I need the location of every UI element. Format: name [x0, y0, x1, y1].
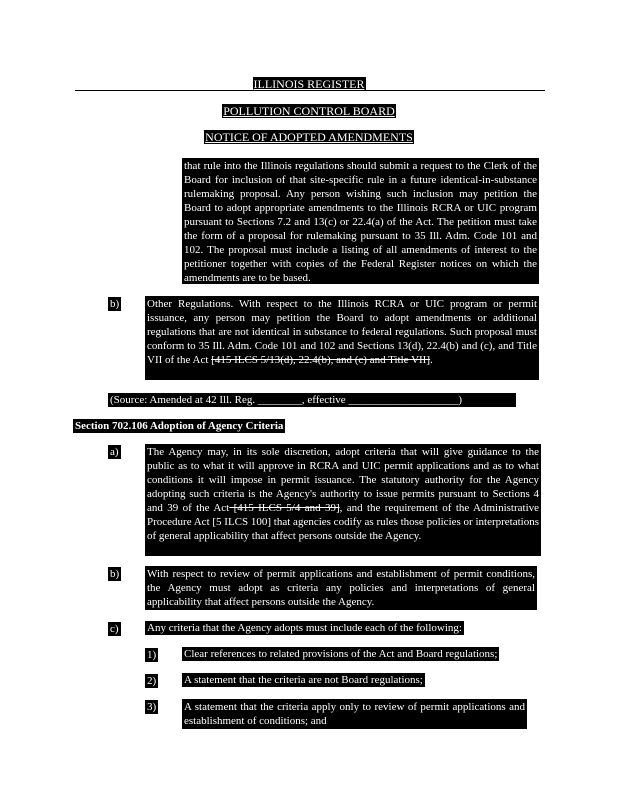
subitem-2: A statement that the criteria are not Board regulations;: [184, 674, 423, 686]
header-board: POLLUTION CONTROL BOARD: [223, 104, 395, 118]
item-c-criteria: Any criteria that the Agency adopts must include each of the following:: [147, 622, 462, 634]
subitem-1: Clear references to related provisions of the Act and Board regulations;: [184, 648, 498, 660]
source-note: (Source: Amended at 42 Ill. Reg. ________, effective ____________________): [108, 393, 516, 407]
header-notice: NOTICE OF ADOPTED AMENDMENTS: [205, 130, 413, 144]
item-c-label: c): [110, 623, 119, 635]
struck-citation: [415 ILCS 5/13(d), 22.4(b), and (c) and Title VII]: [211, 354, 431, 366]
item-b-permit-review: With respect to review of permit applications and establishment of permit conditions, the Agency must adopt as criteria any policies and interpretations of general applicability that affect persons outside the Agency.: [147, 568, 535, 608]
item-b-label: b): [110, 298, 120, 310]
item-a-label: a): [110, 446, 119, 458]
section-heading: Section 702.106 Adoption of Agency Criteria: [75, 420, 284, 432]
item-a-agency-criteria: The Agency may, in its sole discretion, adopt criteria that will give guidance to the public as to what it will approve in RCRA and UIC permit applications and as to what conditions it will impose in permit issuance. The statutory authority for the Agency adopting such criteria is the Agency's authority to issue permits pursuant to Sections 4 and 39 of the Act [415 ILCS 5/4 and 39], and the requirement of the Administrative Procedure Act [5 ILCS 100] that agencies codify as rules those policies or interpretations of general applicability that affect persons outside the Agency.: [145, 444, 541, 556]
subitem-3-label: 3): [147, 701, 157, 713]
continued-paragraph: that rule into the Illinois regulations should submit a request to the Clerk of the Board for inclusion of that site-specific rule in a future identical-in-substance rulemaking proposal. Any person wishing such inclusion may petition the Board to adopt appropriate amendments to the Illinois RCRA or UIC program pursuant to Sections 7.2 and 13(c) or 22.4(a) of the Act. The petition must take the form of a proposal for rulemaking pursuant to 35 Ill. Adm. Code 101 and 102. The proposal must include a listing of all amendments of interest to the petitioner together with copies of the Federal Register notices on which the amendments are to be based.: [184, 160, 537, 284]
item-b-other-regulations: Other Regulations. With respect to the Illinois RCRA or UIC program or permit issuance, any person may petition the Board to adopt amendments or additional regulations that are not identical in substance to federal regulations. Such proposal must conform to 35 Ill. Adm. Code 101 and 102 and Sections 13(d), 22.4(b) and (c), and Title VII of the Act [415 ILCS 5/13(d), 22.4(b), and (c) and Title VII].: [145, 296, 539, 380]
header-register: ILLINOIS REGISTER: [253, 77, 365, 91]
subitem-1-label: 1): [147, 649, 157, 661]
subitem-3: A statement that the criteria apply only to review of permit applications and establishment of conditions; and: [184, 701, 525, 727]
subitem-2-label: 2): [147, 675, 157, 687]
struck-citation: [415 ILCS 5/4 and 39]: [229, 502, 340, 514]
item-b2-label: b): [110, 568, 120, 580]
